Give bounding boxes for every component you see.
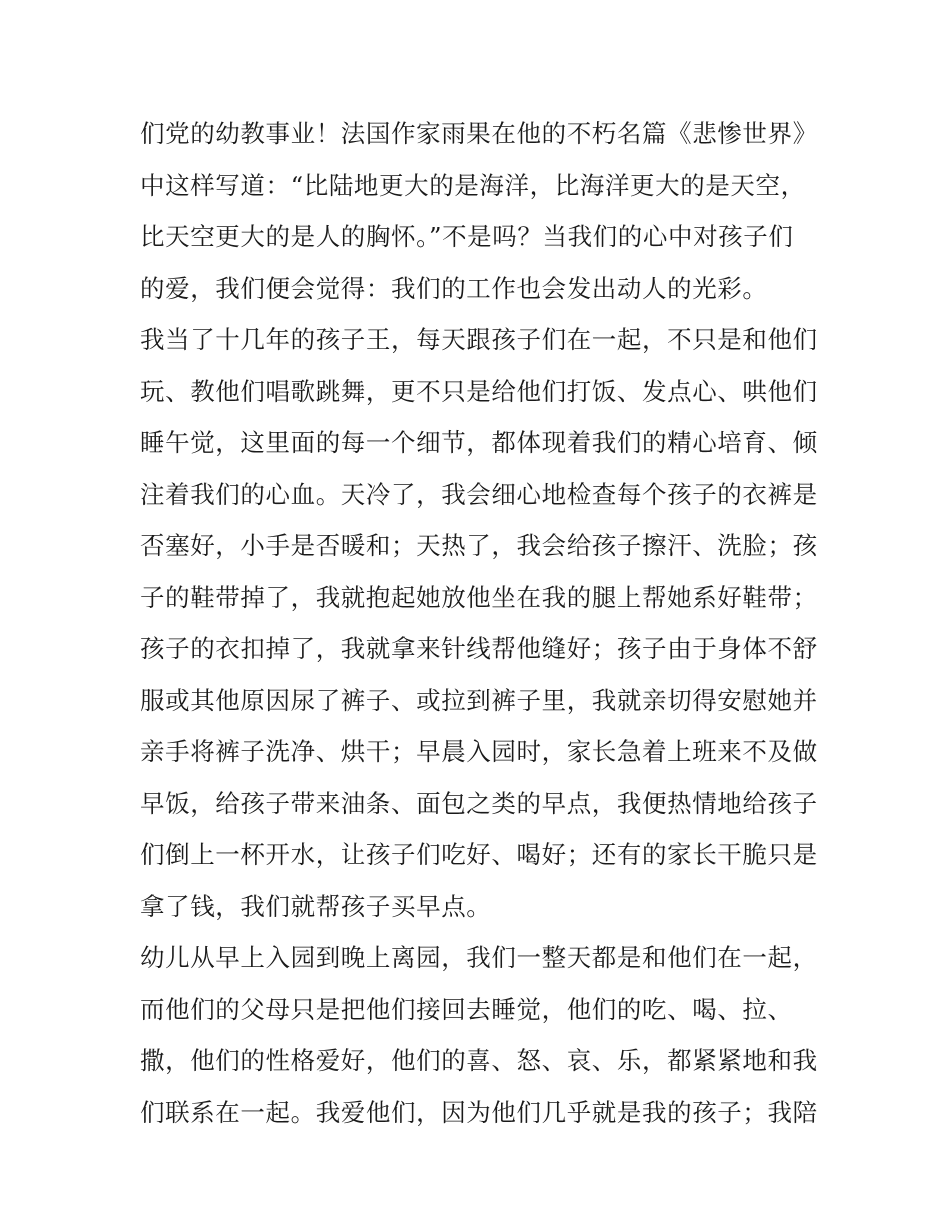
text-line: 早饭，给孩子带来油条、面包之类的早点，我便热情地给孩子 (140, 788, 818, 818)
text-line: 撒，他们的性格爱好，他们的喜、怒、哀、乐，都紧紧地和我 (140, 1046, 818, 1075)
text-line: 孩子的衣扣掉了，我就拿来针线帮他缝好；孩子由于身体不舒 (140, 634, 818, 663)
text-line: 们党的幼教事业！法国作家雨果在他的不朽名篇《悲惨世界》 (140, 119, 818, 148)
text-line: 们倒上一杯开水，让孩子们吃好、喝好；还有的家长干脆只是 (140, 840, 818, 869)
text-line: 中这样写道：“比陆地更大的是海洋，比海洋更大的是天空， (140, 170, 806, 200)
text-line: 玩、教他们唱歌跳舞，更不只是给他们打饭、发点心、哄他们 (140, 376, 818, 406)
text-line: 们联系在一起。我爱他们，因为他们几乎就是我的孩子；我陪 (140, 1097, 818, 1127)
text-line: 而他们的父母只是把他们接回去睡觉，他们的吃、喝、拉、 (140, 994, 793, 1024)
text-line: 幼儿从早上入园到晚上离园，我们一整天都是和他们在一起， (140, 943, 818, 972)
text-line: 睡午觉，这里面的每一个细节，都体现着我们的精心培育、倾 (140, 428, 818, 457)
text-line: 比天空更大的是人的胸怀。”不是吗？当我们的心中对孩子们 (140, 222, 794, 251)
text-line: 拿了钱，我们就帮孩子买早点。 (140, 891, 492, 921)
text-line: 亲手将裤子洗净、烘干；早晨入园时，家长急着上班来不及做 (140, 737, 818, 766)
text-line: 子的鞋带掉了，我就抱起她放他坐在我的腿上帮她系好鞋带； (140, 582, 818, 612)
text-line: 的爱，我们便会觉得：我们的工作也会发出动人的光彩。 (140, 273, 768, 303)
text-line: 否塞好，小手是否暖和；天热了，我会给孩子擦汗、洗脸；孩 (140, 531, 818, 560)
body-text (140, 108, 820, 1138)
text-line: 注着我们的心血。天冷了，我会细心地检查每个孩子的衣裤是 (140, 479, 818, 509)
text-line: 服或其他原因尿了裤子、或拉到裤子里，我就亲切得安慰她并 (140, 685, 818, 715)
text-line: 我当了十几年的孩子王，每天跟孩子们在一起，不只是和他们 (140, 325, 818, 354)
